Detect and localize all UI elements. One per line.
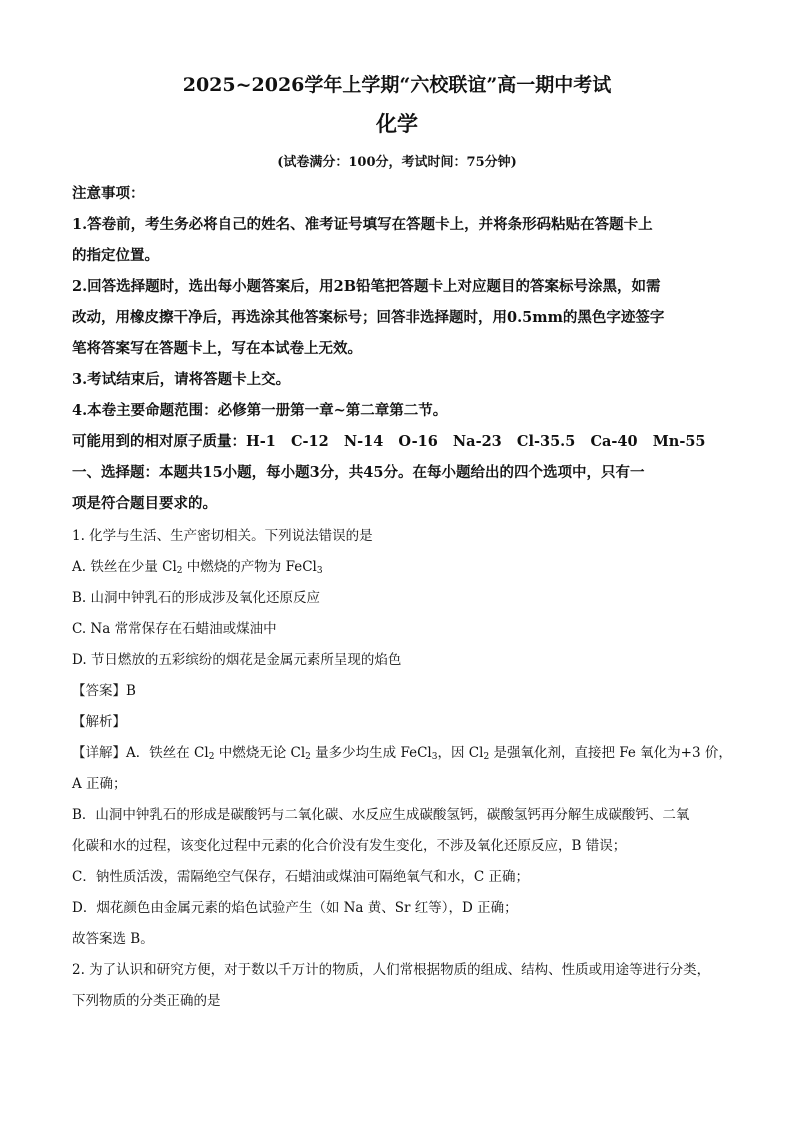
q1-detail-line-1: 【详解】A．铁丝在 $Cl_2$ 中燃烧无论 $Cl_2$ 量多少均生成 FeCl$_3$，因 $Cl_2$ 是强氧化剂，直接把 Fe 氧化为+3 价，: [72, 745, 732, 762]
notice-item-1-line-2: 的指定位置。: [72, 247, 159, 264]
q1-detail-line-5: C．钠性质活泼，需隔绝空气保存，石蜡油或煤油可隔绝氧气和水，C 正确；: [72, 869, 529, 885]
q1-analysis-tag: 【解析】: [72, 714, 126, 730]
q1-detail-line-6: D．烟花颜色由金属元素的焰色试验产生（如 Na 黄、Sr 红等），D 正确；: [72, 900, 518, 916]
section1-heading-line-2: 项是符合题目要求的。: [72, 495, 217, 512]
exam-title: 2025~2026学年上学期“六校联谊”高一期中考试: [182, 74, 612, 96]
q1-detail-line-2: A 正确；: [72, 776, 127, 792]
notice-item-2-line-2: 改动，用橡皮擦干净后，再选涂其他答案标号；回答非选择题时，用0.5mm的黑色字迹签字: [72, 309, 665, 326]
q1-answer: 【答案】B: [72, 683, 136, 699]
notice-item-1-line-1: 1.答卷前，考生务必将自己的姓名、准考证号填写在答题卡上，并将条形码粘贴在答题卡上: [72, 216, 653, 233]
q1-stem: 1. 化学与生活、生产密切相关。下列说法错误的是: [72, 528, 373, 544]
q1-detail-line-4: 化碳和水的过程，该变化过程中元素的化合价没有发生变化，不涉及氧化还原反应，B 错误；: [72, 838, 627, 854]
notice-item-2-line-3: 笔将答案写在答题卡上，写在本试卷上无效。: [72, 340, 362, 357]
q2-stem-line-1: 2. 为了认识和研究方便，对于数以千万计的物质，人们常根据物质的组成、结构、性质或用途等进行分类，: [72, 962, 711, 978]
q1-option-b: B. 山洞中钟乳石的形成涉及氧化还原反应: [72, 590, 321, 606]
subject-title: 化学: [376, 111, 418, 136]
q1-option-c: C. Na 常常保存在石蜡油或煤油中: [72, 621, 277, 637]
notice-item-4: 4.本卷主要命题范围：必修第一册第一章~第二章第二节。: [72, 402, 448, 419]
notice-heading: 注意事项：: [72, 185, 145, 202]
q1-option-a: A. 铁丝在少量 $Cl_2$ 中燃烧的产物为 FeCl$_3$: [72, 559, 323, 576]
atomic-masses: 可能用到的相对原子质量：H-1 C-12 N-14 O-16 Na-23 Cl-35.5 Ca-40 Mn-55: [72, 433, 706, 450]
q2-stem-line-2: 下列物质的分类正确的是: [72, 993, 221, 1009]
notice-item-2-line-1: 2.回答选择题时，选出每小题答案后，用2B铅笔把答题卡上对应题目的答案标号涂黑，如需: [72, 278, 661, 295]
section1-heading-line-1: 一、选择题：本题共15小题，每小题3分，共45分。在每小题给出的四个选项中，只有一: [72, 464, 645, 481]
exam-info: (试卷满分：100分，考试时间：75分钟): [277, 155, 517, 170]
q1-option-d: D. 节日燃放的五彩缤纷的烟花是金属元素所呈现的焰色: [72, 652, 402, 668]
q1-detail-line-7: 故答案选 B。: [72, 931, 154, 947]
notice-item-3: 3.考试结束后，请将答题卡上交。: [72, 371, 291, 388]
q1-detail-line-3: B．山洞中钟乳石的形成是碳酸钙与二氧化碳、水反应生成碳酸氢钙，碳酸氢钙再分解生成碳酸钙、二氧: [72, 807, 690, 823]
